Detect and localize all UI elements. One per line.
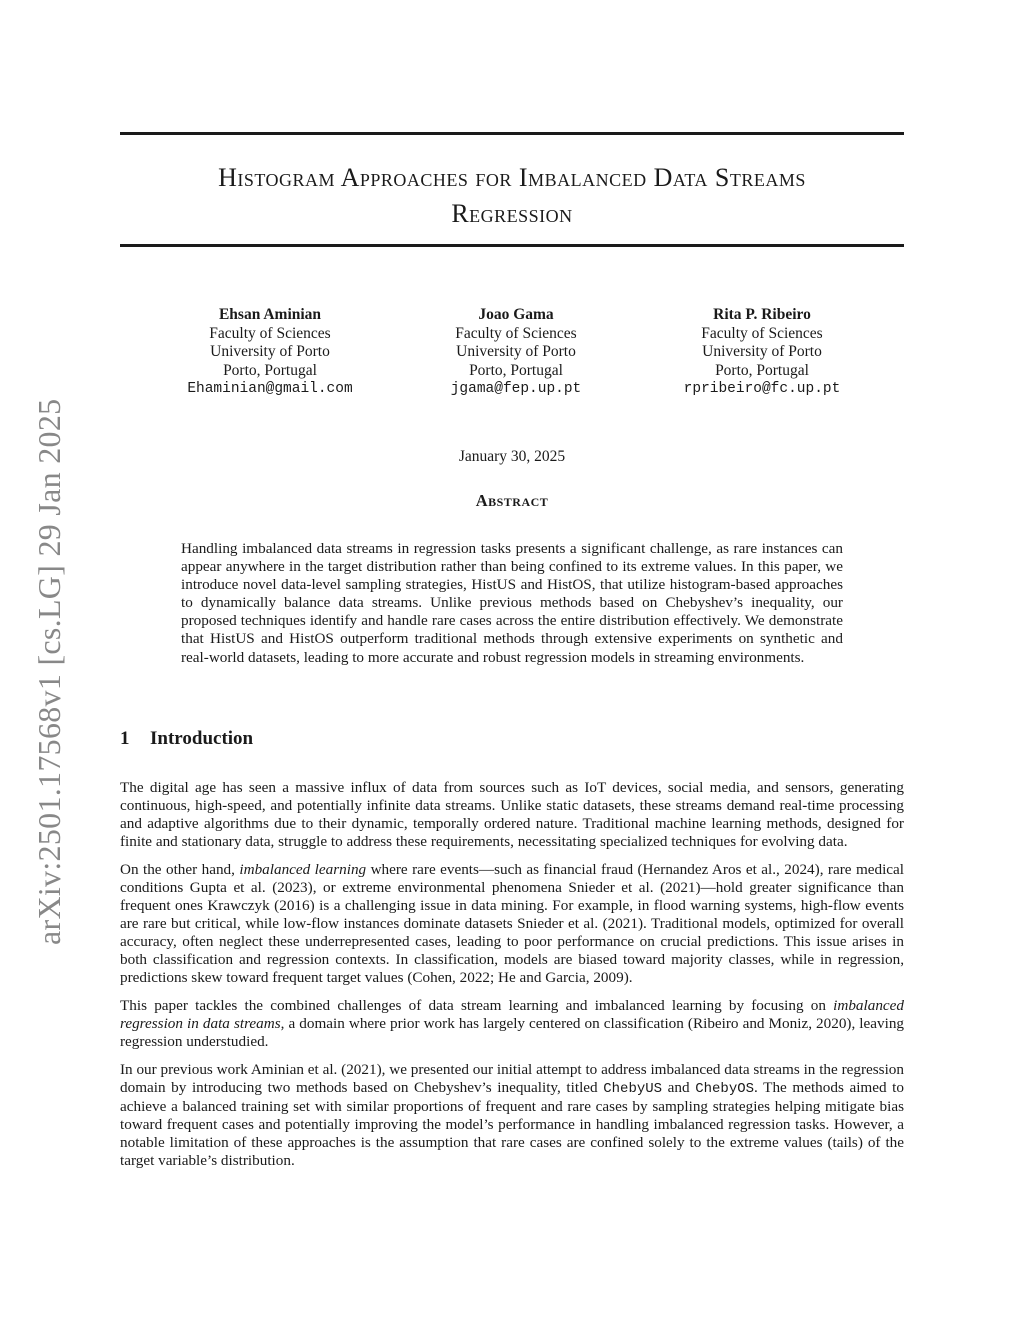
arxiv-sidebar-stamp: arXiv:2501.17568v1 [cs.LG] 29 Jan 2025 [31, 398, 67, 945]
paragraph-4-text-a: In our previous work Aminian et al. (2021), we presented our initial attempt to address imbalanced data streams in the regression domain by introducing two methods based on Chebyshev’s inequality, titled [120, 1060, 904, 1096]
author-1 [160, 306, 380, 399]
author-affiliation: Faculty of Sciences [455, 324, 577, 342]
author-name: Ehsan Aminian [218, 306, 322, 323]
introduction-body [120, 779, 904, 1180]
author-email[interactable]: Ehaminian@gmail.com [187, 381, 353, 397]
author-university: University of Porto [702, 343, 822, 360]
method-name-chebyus: ChebyUS [603, 1080, 663, 1097]
paper-title-line-2: Regression [451, 199, 573, 228]
paper-title [120, 160, 904, 232]
section-heading-introduction [120, 728, 253, 750]
paragraph-1: The digital age has seen a massive influx of data from sources such as IoT devices, social media, and sensors, generating continuous, high-speed, and potentially infinite data streams. Unlike static datasets, these streams demand real-time processing and adaptive algorithms due to their dynamic, temporally ordered nature. Traditional machine learning methods, designed for finite and stationary data, struggle to address these requirements, necessitating specialized techniques for evolving data. [120, 779, 904, 851]
author-location: Porto, Portugal [223, 361, 317, 379]
author-email[interactable]: rpribeiro@fc.up.pt [683, 381, 841, 397]
paragraph-2 [120, 861, 904, 988]
author-2 [406, 306, 626, 399]
paper-title-line-1: Histogram Approaches for Imbalanced Data Streams [218, 163, 806, 192]
section-number: 1 [120, 728, 130, 749]
paragraph-3-text-b: , a domain where prior work has largely centered on classification (Ribeiro and Moniz, 2020), leaving regression understudied. [120, 1015, 905, 1051]
author-3 [652, 306, 872, 399]
author-name: Joao Gama [478, 306, 554, 323]
abstract-text: Handling imbalanced data streams in regression tasks presents a significant challenge, as rare instances can appear anywhere in the target distribution rather than being confined to its extreme values. In this paper, we introduce novel data-level sampling strategies, HistUS and HistOS, that utilize histogram-based approaches to dynamically balance data streams. Unlike previous methods based on Chebyshev’s inequality, our proposed techniques identify and handle rare cases across the entire distribution effectively. We demonstrate that HistUS and HistOS outperform traditional methods through extensive experiments on synthetic and real-world datasets, leading to more accurate and robust regression models in streaming environments. [181, 540, 843, 666]
section-title: Introduction [150, 728, 254, 749]
paragraph-2-text-b: where rare events—such as financial fraud (Hernandez Aros et al., 2024), rare medical conditions Gupta et al. (2023), or extreme environmental phenomena Snieder et al. (2021)—hold greater significance than frequent ones Krawczyk (2016) is a challenging issue in data mining. For example, in flood warning systems, high-flow events are rare but critical, while low-flow instances dominate datasets Snieder et al. (2021). Traditional models, optimized for overall accuracy, often neglect these underrepresented cases, leading to poor performance on crucial predictions. This issue arises in both classification and regression contexts. In classification, models are biased toward majority classes, while in regression, predictions skew toward frequent target values (Cohen, 2022; He and Garcia, 2009). [120, 860, 905, 987]
abstract-heading: Abstract [475, 491, 549, 510]
method-name-chebyos: ChebyOS [695, 1080, 755, 1097]
author-block [160, 306, 872, 399]
author-location: Porto, Portugal [469, 361, 563, 379]
paragraph-4-text-b: . The methods aimed to achieve a balanced training set with similar proportions of frequent and rare cases by sampling strategies helping mitigate bias toward frequent cases and potentially improving the model’s performance in handling imbalanced regression tasks. However, a notable limitation of these approaches is the assumption that rare cases are confined solely to the extreme values (tails) of the target variable’s distribution. [120, 1078, 904, 1170]
author-university: University of Porto [210, 343, 330, 360]
paragraph-4 [120, 1061, 904, 1171]
author-location: Porto, Portugal [715, 361, 809, 379]
paragraph-2-text-a: On the other hand, [120, 860, 240, 878]
publication-date: January 30, 2025 [458, 448, 566, 465]
title-top-rule [120, 132, 904, 135]
title-bottom-rule [120, 244, 904, 247]
author-email[interactable]: jgama@fep.up.pt [450, 381, 582, 397]
paragraph-2-emphasis: imbalanced learning [239, 860, 367, 878]
author-name: Rita P. Ribeiro [713, 306, 811, 323]
author-university: University of Porto [456, 343, 576, 360]
paragraph-3-emphasis: imbalanced regression in data streams [120, 997, 904, 1033]
paragraph-4-conjunction: and [662, 1078, 696, 1096]
author-affiliation: Faculty of Sciences [209, 324, 331, 342]
paragraph-3-text-a: This paper tackles the combined challenges of data stream learning and imbalanced learning by focusing on [120, 997, 834, 1015]
paragraph-3 [120, 997, 904, 1051]
author-affiliation: Faculty of Sciences [701, 324, 823, 342]
